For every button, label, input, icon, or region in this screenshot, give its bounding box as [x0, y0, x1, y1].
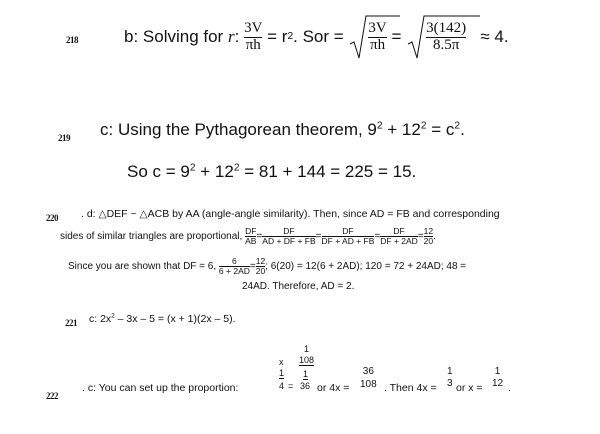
- frac-den: 20: [423, 235, 434, 246]
- fraction-1-12: [492, 366, 503, 390]
- answer-219-line1: [100, 120, 465, 140]
- frac-num: DF: [245, 225, 257, 236]
- question-number-220: 220: [46, 213, 58, 223]
- frac-den: 3: [447, 378, 453, 389]
- equals: =: [374, 230, 381, 242]
- frac-num: 1: [447, 366, 453, 377]
- equals: =: [391, 27, 402, 46]
- answer-220-line4: 24AD. Therefore, AD = 2.: [242, 281, 355, 292]
- fraction: [245, 227, 256, 246]
- stack-x: x: [279, 357, 284, 367]
- text: + 12: [195, 162, 234, 181]
- text: – 3x – 5 = (x + 1)(2x – 5).: [114, 313, 236, 325]
- frac-den: 20: [255, 265, 266, 276]
- answer-219-line2: [127, 162, 416, 182]
- sqrt1-fraction: [368, 21, 386, 54]
- answer-220-line3: [68, 252, 466, 280]
- frac-num: 12: [423, 225, 434, 236]
- equals-r: = r: [267, 27, 288, 46]
- so-text: . So: [293, 27, 324, 46]
- fraction: [380, 227, 418, 246]
- fraction-1-3: [447, 366, 453, 390]
- text: Since you are shown that DF = 6,: [68, 260, 217, 272]
- fraction: [262, 227, 315, 246]
- fraction: [256, 257, 265, 276]
- frac-den: 6 + 2AD: [218, 265, 250, 276]
- question-number-219: 219: [58, 133, 70, 143]
- stack-108: 108: [299, 355, 315, 365]
- period: .: [508, 382, 511, 394]
- text: + 12: [382, 120, 421, 139]
- exponent: 2: [111, 312, 115, 320]
- equals: =: [417, 230, 424, 242]
- equals: =: [288, 381, 294, 391]
- answer-218: b: Solving for r : $\frac{3V}{\pi h}$ = r 2 . So r = $\frac{3V}{\pi h}$ = $\frac{3(142)}{8.5\pi}$ ≈ 4.: [124, 12, 509, 62]
- answer-220-line2: [60, 222, 436, 250]
- text: = 81 + 144 = 225 = 15.: [239, 162, 417, 181]
- text: .: [433, 230, 436, 242]
- equals: =: [315, 230, 322, 242]
- question-number-218: 218: [66, 35, 78, 45]
- question-number-221: 221: [65, 318, 77, 328]
- fraction: [424, 227, 433, 246]
- equals: =: [256, 230, 263, 242]
- exponent: 2: [376, 120, 383, 132]
- fraction-3v-pih: [244, 21, 262, 54]
- frac-num: 12: [255, 255, 266, 266]
- exponent: 2: [233, 162, 240, 174]
- stack-one-b: 1: [303, 369, 309, 379]
- fraction-36-108: [360, 366, 377, 391]
- then-4x: . Then 4x =: [384, 382, 437, 394]
- r-equals: r =: [323, 27, 344, 46]
- answer-222-lead: . c: You can set up the proportion:: [82, 382, 239, 394]
- text: = c: [426, 120, 455, 139]
- frac-den: 8.5π: [426, 37, 466, 54]
- frac-den: 12: [492, 378, 504, 389]
- exponent: 2: [420, 120, 427, 132]
- or-4x: or 4x =: [317, 382, 350, 394]
- frac-den: AD + DF + FB: [262, 235, 316, 246]
- frac-num: 1: [494, 366, 501, 377]
- stack-one-108: 1: [304, 344, 310, 354]
- frac-num: 3(142): [426, 19, 467, 36]
- frac-den: DF + AD + FB: [321, 235, 375, 246]
- frac-num: 3V: [368, 19, 387, 36]
- text: c: 2x: [89, 313, 112, 325]
- text: c: Using the Pythagorean theorem, 9: [100, 120, 377, 139]
- frac-num: 3V: [244, 19, 263, 36]
- exponent: 2: [454, 120, 461, 132]
- frac-num: DF: [283, 225, 295, 236]
- stack-36: 36: [300, 381, 311, 391]
- var-r: r: [227, 27, 235, 46]
- answer-220-line1: . d: △DEF ~ △ACB by AA (angle-angle similarity). Then, since AD = FB and corresponding: [81, 208, 500, 220]
- fraction: [219, 257, 250, 276]
- colon: :: [234, 27, 240, 46]
- frac-den: πh: [370, 36, 386, 53]
- stack-four: 4: [279, 381, 285, 391]
- frac-num: 6: [232, 255, 237, 266]
- fraction: [322, 227, 375, 246]
- text: .: [460, 120, 465, 139]
- text: So c = 9: [127, 162, 190, 181]
- frac-den: πh: [245, 36, 261, 53]
- frac-den: 108: [360, 379, 377, 390]
- question-number-222: 222: [46, 391, 58, 401]
- answer-221: [89, 313, 236, 325]
- frac-num: 36: [360, 366, 377, 379]
- frac-den: DF + 2AD: [380, 235, 418, 246]
- approx-result: ≈ 4.: [480, 27, 509, 46]
- text: ; 6(20) = 12(6 + 2AD); 120 = 72 + 24AD; 48 =: [265, 260, 467, 272]
- answer-218-lead: b: Solving for: [124, 27, 224, 46]
- sqrt2-fraction: [426, 21, 466, 54]
- text: sides of similar triangles are proportional,: [60, 230, 243, 242]
- equals: =: [249, 260, 256, 272]
- or-x: or x =: [456, 382, 483, 394]
- frac-num: DF: [342, 225, 354, 236]
- stack-one-a: 1: [279, 368, 285, 378]
- frac-num: DF: [393, 225, 405, 236]
- frac-den: AB: [245, 235, 257, 246]
- exponent: 2: [189, 162, 196, 174]
